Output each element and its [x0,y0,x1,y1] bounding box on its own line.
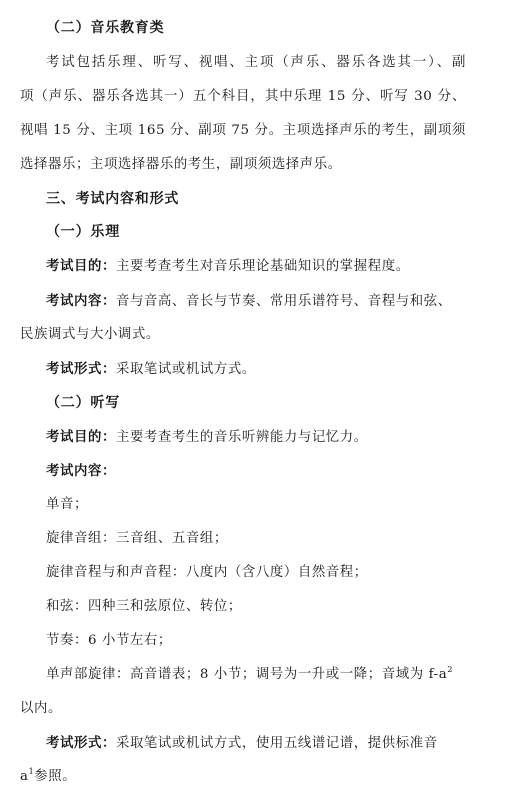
reference-text: 参照。 [34,769,77,784]
dictation-item: 和弦：四种三和弦原位、转位； [46,599,242,614]
superscript: 1 [28,766,35,776]
theory-content [46,291,452,312]
paragraph-line: 选择器乐；主项选择器乐的考生，副项须选择声乐。 [20,157,342,172]
paragraph-line: 视唱 15 分、主项 165 分、副项 75 分。主项选择声乐的考生，副项须 [20,123,466,138]
dictation-item: 单音； [46,497,88,512]
dictation-purpose-label: 考试目的： [46,429,116,445]
theory-purpose-text: 主要考查考生对音乐理论基础知识的掌握程度。 [115,259,410,274]
dictation-form-text: 采取笔试或机试方式，使用五线谱记谱，提供标准音 [115,736,438,751]
theory-form-text: 采取笔试或机试方式。 [115,362,256,377]
subsection-heading-music-theory: （一）乐理 [46,224,120,240]
dictation-item: 节奏：6 小节左右； [46,633,172,648]
standard-pitch-letter: a [20,769,29,784]
dictation-melody [46,665,453,685]
theory-form [46,359,256,380]
superscript: 2 [447,664,454,674]
section-heading-exam-content: 三、考试内容和形式 [46,191,180,207]
dictation-purpose [46,427,368,448]
paragraph-line: 考试包括乐理、听写、视唱、主项（声乐、器乐各选其一）、副 [46,55,466,70]
section-heading-music-education: （二）音乐教育类 [46,20,165,36]
dictation-melody-continued: 以内。 [20,701,62,716]
paragraph-line: 项（声乐、器乐各选其一）五个科目，其中乐理 15 分、听写 30 分、 [20,89,466,104]
dictation-form-continued [20,767,76,787]
theory-content-text: 音与音高、音长与节奏、常用乐谱符号、音程与和弦、 [115,294,452,309]
dictation-form [46,733,438,754]
dictation-form-label: 考试形式： [46,735,116,751]
dictation-item: 旋律音程与和声音程：八度内（含八度）自然音程； [46,565,368,580]
dictation-item: 旋律音组：三音组、五音组； [46,531,228,546]
subsection-heading-dictation: （二）听写 [46,395,120,411]
theory-purpose [46,256,410,277]
dictation-content-label: 考试内容： [46,463,116,479]
theory-purpose-label: 考试目的： [46,258,116,274]
dictation-melody-text: 单声部旋律：高音谱表；8 小节；调号为一升或一降；音域为 f-a [46,667,448,682]
dictation-purpose-text: 主要考查考生的音乐听辨能力与记忆力。 [115,430,368,445]
theory-content-continued: 民族调式与大小调式。 [20,327,160,342]
theory-form-label: 考试形式： [46,361,116,377]
theory-content-label: 考试内容： [46,293,116,309]
